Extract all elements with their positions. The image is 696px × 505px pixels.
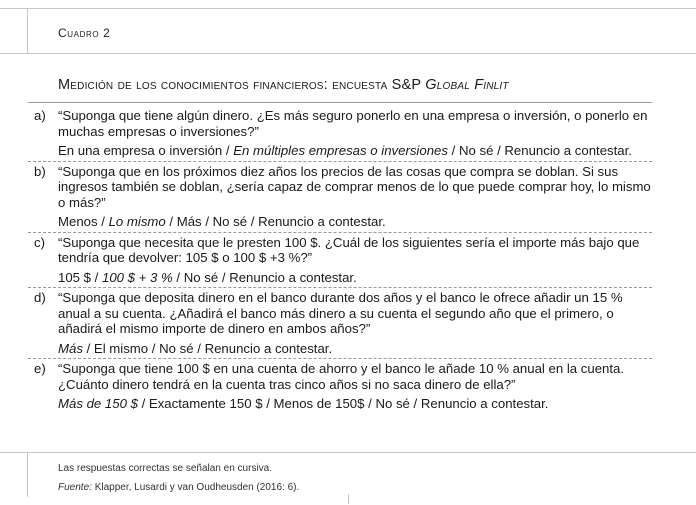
answer-options bbox=[58, 214, 652, 230]
question-item bbox=[28, 106, 652, 162]
question-text: “Suponga que tiene 100 $ en una cuenta de ahorro y el banco le añade 10 % anual en la cuenta. ¿Cuánto dinero tendrá en la cuenta tras cinco años si no saca dinero de ella?” bbox=[58, 361, 625, 392]
source-line bbox=[58, 482, 299, 493]
question-list bbox=[28, 106, 652, 414]
answer-options bbox=[58, 143, 652, 159]
header-rule bbox=[0, 53, 696, 54]
item-letter: a) bbox=[34, 108, 46, 123]
answer-segment: / Exactamente 150 $ / Menos de 150$ / No sé / Renuncio a contestar. bbox=[137, 396, 549, 411]
item-letter: c) bbox=[34, 234, 45, 250]
source-text: Klapper, Lusardi y van Oudheusden (2016: 6). bbox=[91, 482, 300, 493]
correct-answer: Más bbox=[58, 340, 83, 356]
answer-segment: / El mismo / No sé / Renuncio a contestar. bbox=[82, 340, 333, 356]
item-letter: b) bbox=[34, 163, 46, 179]
question-text: “Suponga que deposita dinero en el banco durante dos años y el banco le ofrece añadir un 15 % anual a su cuenta. ¿Añadirá el banco más dinero a su cuenta el segundo año que el primero, o añadirá el mismo importe de dinero en ambos años?” bbox=[58, 290, 623, 336]
correct-answer: 100 $ + 3 % bbox=[102, 269, 173, 285]
bottom-margin-line bbox=[27, 452, 28, 497]
question-item bbox=[28, 233, 652, 289]
footer-rule bbox=[0, 452, 696, 453]
top-margin-line bbox=[27, 8, 28, 53]
question-text: “Suponga que necesita que le presten 100 $. ¿Cuál de los siguientes sería el importe más bajo que tendría que devolver: 105 $ o 100 $ +3 %?” bbox=[58, 234, 640, 265]
answer-options bbox=[58, 270, 652, 286]
item-letter: d) bbox=[34, 290, 46, 305]
answer-segment: Menos / bbox=[58, 214, 109, 229]
question-text: “Suponga que en los próximos diez años los precios de las cosas que compra se doblan. Si sus ingresos también se doblan, ¿sería capaz de comprar menos de lo que puede comprar hoy, lo mismo o más?” bbox=[58, 163, 651, 210]
table-title bbox=[58, 77, 509, 93]
question-text: “Suponga que tiene algún dinero. ¿Es más seguro ponerlo en una empresa o inversión, o ponerlo en muchas empresas o inversiones?” bbox=[58, 108, 648, 139]
top-rule bbox=[0, 8, 696, 9]
question-item bbox=[28, 359, 652, 414]
answer-segment: / No sé / Renuncio a contestar. bbox=[447, 143, 632, 158]
item-letter: e) bbox=[34, 361, 46, 376]
correct-answer: En múltiples empresas o inversiones bbox=[233, 143, 448, 158]
source-label: Fuente: bbox=[58, 482, 92, 493]
title-italic: Global Finlit bbox=[425, 77, 509, 93]
correct-answer: Más de 150 $ bbox=[58, 396, 138, 411]
question-item bbox=[28, 162, 652, 233]
answer-options bbox=[58, 341, 652, 357]
question-item bbox=[28, 288, 652, 359]
answer-options bbox=[58, 396, 652, 412]
answer-segment: / Más / No sé / Renuncio a contestar. bbox=[165, 214, 386, 229]
correct-answer: Lo mismo bbox=[108, 214, 166, 229]
page-tick bbox=[348, 494, 349, 504]
answer-segment: 105 $ / bbox=[58, 269, 102, 285]
footnote: Las respuestas correctas se señalan en cursiva. bbox=[58, 463, 272, 474]
title-rule bbox=[28, 102, 652, 103]
answer-segment: En una empresa o inversión / bbox=[58, 143, 234, 158]
answer-segment: / No sé / Renuncio a contestar. bbox=[172, 269, 357, 285]
title-main: Medición de los conocimientos financieros: encuesta S&P bbox=[58, 77, 426, 93]
table-label: Cuadro 2 bbox=[58, 26, 111, 40]
